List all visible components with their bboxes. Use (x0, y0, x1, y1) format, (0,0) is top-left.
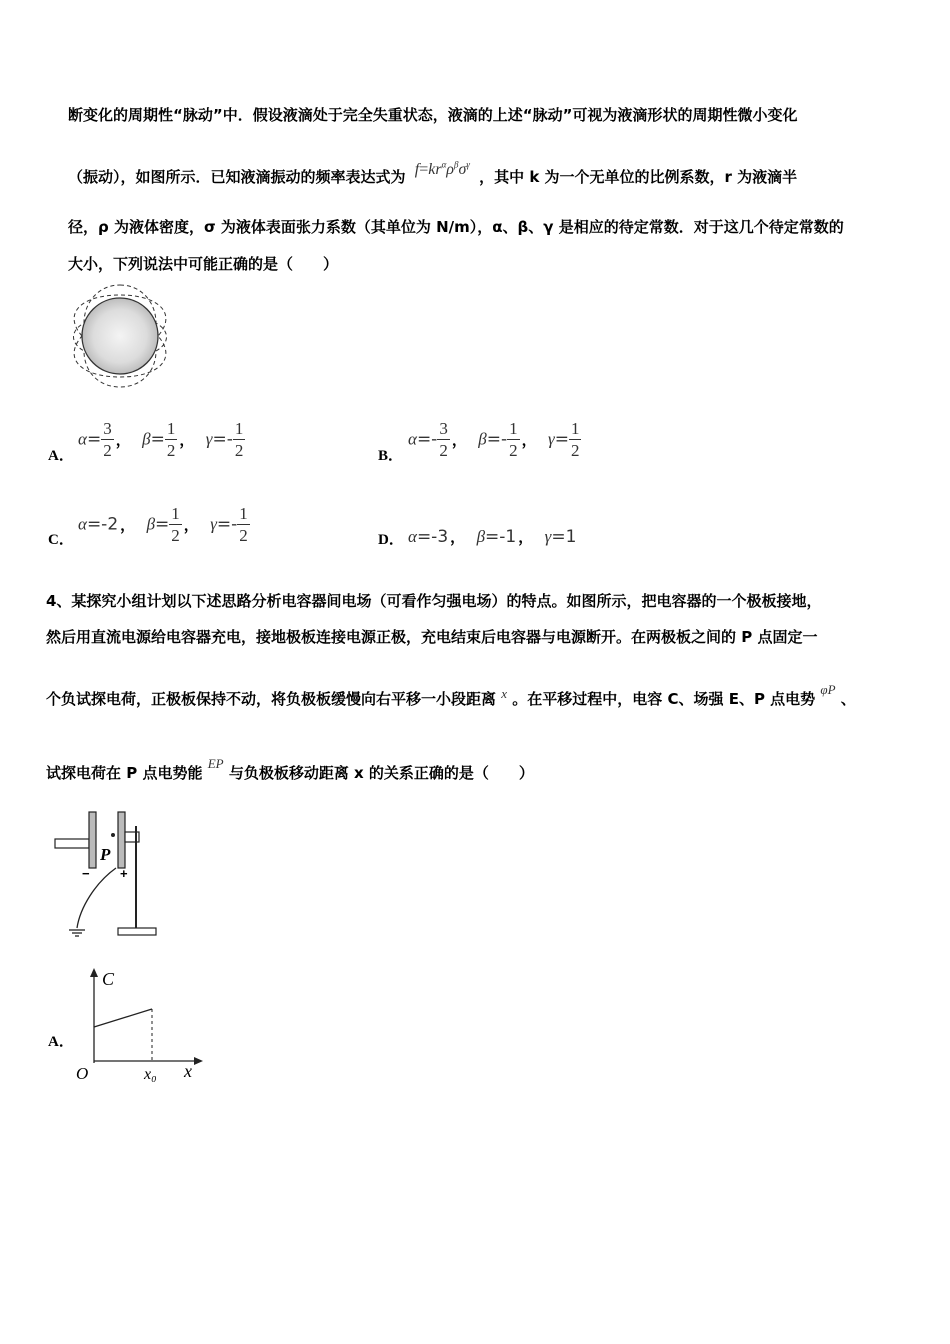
q4-line-1: 4、某探究小组计划以下述思路分析电容器间电场（可看作匀强电场）的特点。如图所示，把电容器的一个极板接地， (46, 592, 822, 610)
capacitor-figure (50, 808, 170, 943)
option-d-formula: α=-3 ， β=-1 ， γ=1 (408, 527, 577, 547)
q4-line-3-end: 、 (840, 690, 856, 708)
point-p-label: P (100, 845, 111, 864)
capacitance-graph (70, 965, 210, 1085)
minus-sign: − (82, 866, 90, 881)
left-rod (55, 839, 89, 848)
q4-line-3 (46, 682, 856, 709)
q3-line-2 (68, 159, 798, 187)
graph-option-a-label[interactable]: A． (48, 1034, 74, 1050)
graph-x0-label: x₀ (144, 1066, 157, 1083)
capacitance-line (94, 1009, 152, 1027)
option-c-formula: α=-2 ， β= $\frac{1}{2}$ ， γ=- $\frac{1}{2}$ (78, 504, 248, 545)
option-a-formula: α= $\frac{3}{2}$ ， β= $\frac{1}{2}$ ， γ=- $\frac{1}{2}$ (78, 419, 244, 460)
q4-line-4-post: 与负极板移动距离 x 的关系正确的是（ ） (228, 764, 534, 782)
option-c-label: C． (48, 532, 74, 548)
graph-origin-label: O (76, 1064, 89, 1083)
option-b-label: B． (378, 448, 404, 464)
q3-line-4: 大小，下列说法中可能正确的是（ ） (68, 255, 339, 273)
graph-x-label: x (184, 1061, 192, 1081)
droplet-circle (82, 298, 158, 374)
option-a-label: A． (48, 448, 74, 464)
q3-line-1: 断变化的周期性“脉动”中．假设液滴处于完全失重状态，液滴的上述“脉动”可视为液滴形状的周期性微小变化 (68, 106, 798, 124)
q4-line-4-pre: 试探电荷在 P 点电势能 (46, 764, 203, 782)
negative-plate (89, 812, 96, 868)
stand-base (118, 928, 156, 935)
q4-line-3-pre: 个负试探电荷，正极板保持不动，将负极板缓慢向右平移一小段距离 (46, 690, 497, 708)
q3-line-3: 径，ρ 为液体密度，σ 为液体表面张力系数（其单位为 N/m），α、β、γ 是相应的待定常数．对于这几个待定常数的 (68, 218, 844, 236)
point-p-dot (111, 833, 115, 837)
frequency-formula: $f=kr^\alpha\rho^\beta\sigma^\gamma$ (414, 159, 470, 178)
positive-plate (118, 812, 125, 868)
graph-y-label: C (102, 969, 115, 989)
potential-energy-symbol: EP (207, 756, 224, 771)
q4-line-2: 然后用直流电源给电容器充电，接地极板连接电源正极，充电结束后电容器与电源断开。在两极板之间的 P 点固定一 (46, 628, 818, 646)
droplet-figure (62, 283, 182, 393)
potential-phi-symbol: φP (820, 682, 836, 697)
q3-line-2-pre: （振动），如图所示．已知液滴振动的频率表达式为 (68, 168, 406, 186)
option-b-formula: α=- $\frac{3}{2}$ ， β=- $\frac{1}{2}$ ， γ= $\frac{1}{2}$ (408, 419, 580, 460)
q4-line-4 (46, 756, 534, 783)
option-d-label: D． (378, 532, 404, 548)
q4-line-3-post: 。在平移过程中，电容 C、场强 E、P 点电势 (512, 690, 816, 708)
plus-sign: + (120, 866, 128, 881)
distance-x-symbol: x (501, 686, 508, 701)
q3-line-2-post: ，其中 k 为一个无单位的比例系数，r 为液滴半 (479, 168, 798, 186)
